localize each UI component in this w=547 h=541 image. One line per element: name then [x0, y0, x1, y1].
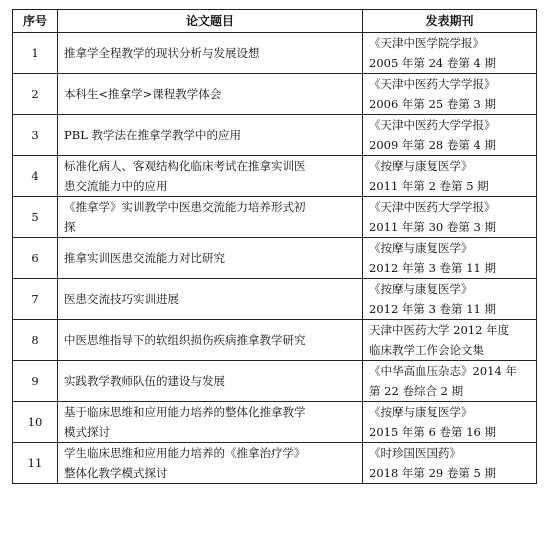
table-row	[13, 197, 537, 238]
publication-line: 2012 年第 3 卷第 11 期	[369, 261, 496, 275]
header-title: 论文题目	[58, 10, 363, 33]
paper-title-line: 推拿学全程教学的现状分析与发展设想	[64, 46, 260, 60]
publication-cell	[363, 361, 537, 402]
paper-title-cell	[58, 33, 363, 74]
row-number: 11	[13, 443, 58, 484]
publication-cell	[363, 197, 537, 238]
table-row	[13, 320, 537, 361]
publication-cell	[363, 238, 537, 279]
table-row	[13, 156, 537, 197]
header-row	[13, 10, 537, 33]
publication-line: 2011 年第 2 卷第 5 期	[369, 179, 489, 193]
paper-title-cell	[58, 156, 363, 197]
paper-title-line: 学生临床思维和应用能力培养的《推拿治疗学》	[64, 446, 306, 460]
publication-cell	[363, 279, 537, 320]
publication-cell	[363, 156, 537, 197]
paper-title-line: 中医思维指导下的软组织损伤疾病推拿教学研究	[64, 333, 306, 347]
publication-line: 《天津中医药大学学报》	[369, 118, 496, 132]
paper-title-cell	[58, 115, 363, 156]
publication-line: 《中华高血压杂志》2014 年	[369, 364, 517, 378]
publication-cell	[363, 115, 537, 156]
row-number: 5	[13, 197, 58, 238]
publication-line: 天津中医药大学 2012 年度	[369, 323, 510, 337]
paper-title-line: PBL 教学法在推拿学教学中的应用	[64, 128, 241, 142]
publication-line: 2009 年第 28 卷第 4 期	[369, 138, 496, 152]
paper-title-cell	[58, 279, 363, 320]
row-number: 7	[13, 279, 58, 320]
paper-title-line: 实践教学教师队伍的建设与发展	[64, 374, 225, 388]
table-row	[13, 115, 537, 156]
publication-line: 2015 年第 6 卷第 16 期	[369, 425, 496, 439]
paper-title-line: 基于临床思维和应用能力培养的整体化推拿教学	[64, 405, 306, 419]
publication-line: 《按摩与康复医学》	[369, 282, 473, 296]
publication-line: 2018 年第 29 卷第 5 期	[369, 466, 496, 480]
publication-line: 2005 年第 24 卷第 4 期	[369, 56, 496, 70]
publication-cell	[363, 443, 537, 484]
paper-title-cell	[58, 74, 363, 115]
row-number: 8	[13, 320, 58, 361]
paper-title-cell	[58, 197, 363, 238]
papers-table	[12, 9, 537, 484]
publication-cell	[363, 74, 537, 115]
paper-title-line: 《推拿学》实训教学中医患交流能力培养形式初	[64, 200, 306, 214]
publication-line: 2012 年第 3 卷第 11 期	[369, 302, 496, 316]
publication-line: 《按摩与康复医学》	[369, 241, 473, 255]
paper-title-line: 患交流能力中的应用	[64, 179, 168, 193]
paper-title-cell	[58, 361, 363, 402]
paper-title-line: 标准化病人、客观结构化临床考试在推拿实训医	[64, 159, 306, 173]
paper-title-line: 推拿实训医患交流能力对比研究	[64, 251, 225, 265]
row-number: 4	[13, 156, 58, 197]
table-row	[13, 443, 537, 484]
publication-line: 第 22 卷综合 2 期	[369, 384, 464, 398]
paper-title-cell	[58, 320, 363, 361]
table-row	[13, 74, 537, 115]
paper-title-cell	[58, 443, 363, 484]
header-publication: 发表期刊	[363, 10, 537, 33]
table-row	[13, 279, 537, 320]
paper-title-cell	[58, 402, 363, 443]
row-number: 6	[13, 238, 58, 279]
publication-cell	[363, 33, 537, 74]
table-body	[13, 33, 537, 484]
publication-line: 《时珍国医国药》	[369, 446, 461, 460]
publication-line: 临床教学工作会论文集	[369, 343, 484, 357]
row-number: 3	[13, 115, 58, 156]
publication-line: 《天津中医药大学学报》	[369, 200, 496, 214]
paper-title-cell	[58, 238, 363, 279]
table-row	[13, 238, 537, 279]
row-number: 2	[13, 74, 58, 115]
publication-line: 《按摩与康复医学》	[369, 405, 473, 419]
row-number: 9	[13, 361, 58, 402]
table-row	[13, 402, 537, 443]
paper-title-line: 整体化教学模式探讨	[64, 466, 168, 480]
publication-line: 《天津中医药大学学报》	[369, 77, 496, 91]
paper-title-line: 本科生<推拿学>课程教学体会	[64, 87, 222, 101]
publication-cell	[363, 320, 537, 361]
publication-line: 2011 年第 30 卷第 3 期	[369, 220, 496, 234]
header-no: 序号	[13, 10, 58, 33]
publication-line: 《按摩与康复医学》	[369, 159, 473, 173]
table-row	[13, 33, 537, 74]
table-row	[13, 361, 537, 402]
row-number: 1	[13, 33, 58, 74]
paper-title-line: 探	[64, 220, 76, 234]
publication-line: 《天津中医学院学报》	[369, 36, 484, 50]
paper-title-line: 模式探讨	[64, 425, 110, 439]
row-number: 10	[13, 402, 58, 443]
publication-line: 2006 年第 25 卷第 3 期	[369, 97, 496, 111]
publication-cell	[363, 402, 537, 443]
paper-title-line: 医患交流技巧实训进展	[64, 292, 179, 306]
